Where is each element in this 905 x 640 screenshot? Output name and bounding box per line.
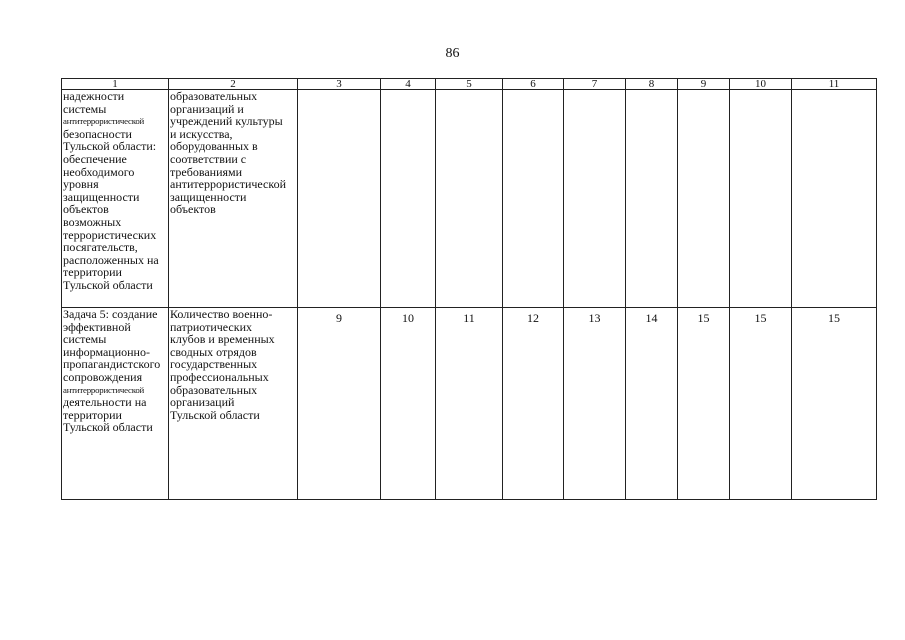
cell-text-line: объектов [63,202,109,217]
value-cell [381,90,436,308]
indicator-cell [169,308,298,500]
cell-text-line: организаций и [170,101,244,116]
cell-text-line: системы [63,101,107,116]
header-row [62,79,877,90]
value-cell: 15 [792,308,877,500]
cell-text-line: надежности [63,89,125,103]
cell-text-line: государственных [170,357,258,372]
table-row [62,90,877,308]
cell-text-line: террористических [63,227,157,242]
cell-text-line: патриотических [170,319,252,334]
cell-text-line: Тульской области [63,420,153,435]
value-cell: 15 [678,308,730,500]
cell-text-line: необходимого [63,164,135,179]
cell-text-line: системы [63,332,107,347]
header-cell: 1 [62,79,169,90]
value-cell: 14 [626,308,678,500]
task-cell [62,308,169,500]
value-cell [436,90,503,308]
value-cell [503,90,564,308]
cell-text-line: уровня [63,177,99,192]
value-cell [564,90,626,308]
cell-text-line: требованиями [170,164,243,179]
cell-text-line: соответствии с [170,151,247,166]
value-cell: 12 [503,308,564,500]
cell-text-line: клубов и временных [170,332,275,347]
value-cell: 13 [564,308,626,500]
cell-text-line: Тульской области [170,407,260,422]
cell-text-line: возможных [63,214,122,229]
cell-text-line: пропагандистского [63,357,161,372]
cell-text-line: расположенных на [63,252,159,267]
value-cell [730,90,792,308]
header-cell: 7 [564,79,626,90]
value-cell: 9 [298,308,381,500]
table-row [62,308,877,500]
cell-text-line: организаций [170,395,235,410]
cell-text-line: антитеррористической [170,177,287,192]
indicator-table [61,78,877,500]
cell-text-line: Количество военно- [170,307,273,321]
value-cell: 10 [381,308,436,500]
header-cell: 6 [503,79,564,90]
cell-text-line: защищенности [63,189,140,204]
value-cell [792,90,877,308]
cell-text-line: объектов [170,202,216,217]
header-cell: 2 [169,79,298,90]
cell-text-line: антитеррористической [63,116,145,127]
cell-text-line: профессиональных [170,369,269,384]
cell-text-line: и искусства, [170,126,233,141]
indicator-cell [169,90,298,308]
value-cell: 11 [436,308,503,500]
cell-text-line: образовательных [170,382,258,397]
cell-text-line: учреждений культуры [170,114,283,129]
header-cell: 5 [436,79,503,90]
cell-text-line: сопровождения [63,369,143,384]
cell-text-line: обеспечение [63,151,127,166]
cell-text-line: деятельности на [63,395,147,410]
task-cell [62,90,169,308]
page-number: 86 [445,46,460,61]
cell-text-line: безопасности [63,126,132,141]
cell-text-line: территории [63,265,122,280]
cell-text-line: оборудованных в [170,139,258,154]
value-cell [298,90,381,308]
cell-text-line: антитеррористической [63,384,145,395]
cell-text-line: территории [63,407,122,422]
cell-text-line: защищенности [170,189,247,204]
header-cell: 3 [298,79,381,90]
cell-text-line: эффективной [63,319,131,334]
header-cell: 11 [792,79,877,90]
cell-text-line: Тульской области: [63,139,157,154]
value-cell: 15 [730,308,792,500]
header-cell: 10 [730,79,792,90]
header-cell: 8 [626,79,678,90]
cell-text-line: образовательных [170,89,258,103]
cell-text-line: информационно- [63,344,150,359]
cell-text-line: сводных отрядов [170,344,257,359]
cell-text-line: Задача 5: создание [63,307,158,321]
cell-text-line: Тульской области [63,277,153,292]
header-cell: 9 [678,79,730,90]
value-cell [678,90,730,308]
value-cell [626,90,678,308]
cell-text-line: посягательств, [63,240,138,255]
header-cell: 4 [381,79,436,90]
